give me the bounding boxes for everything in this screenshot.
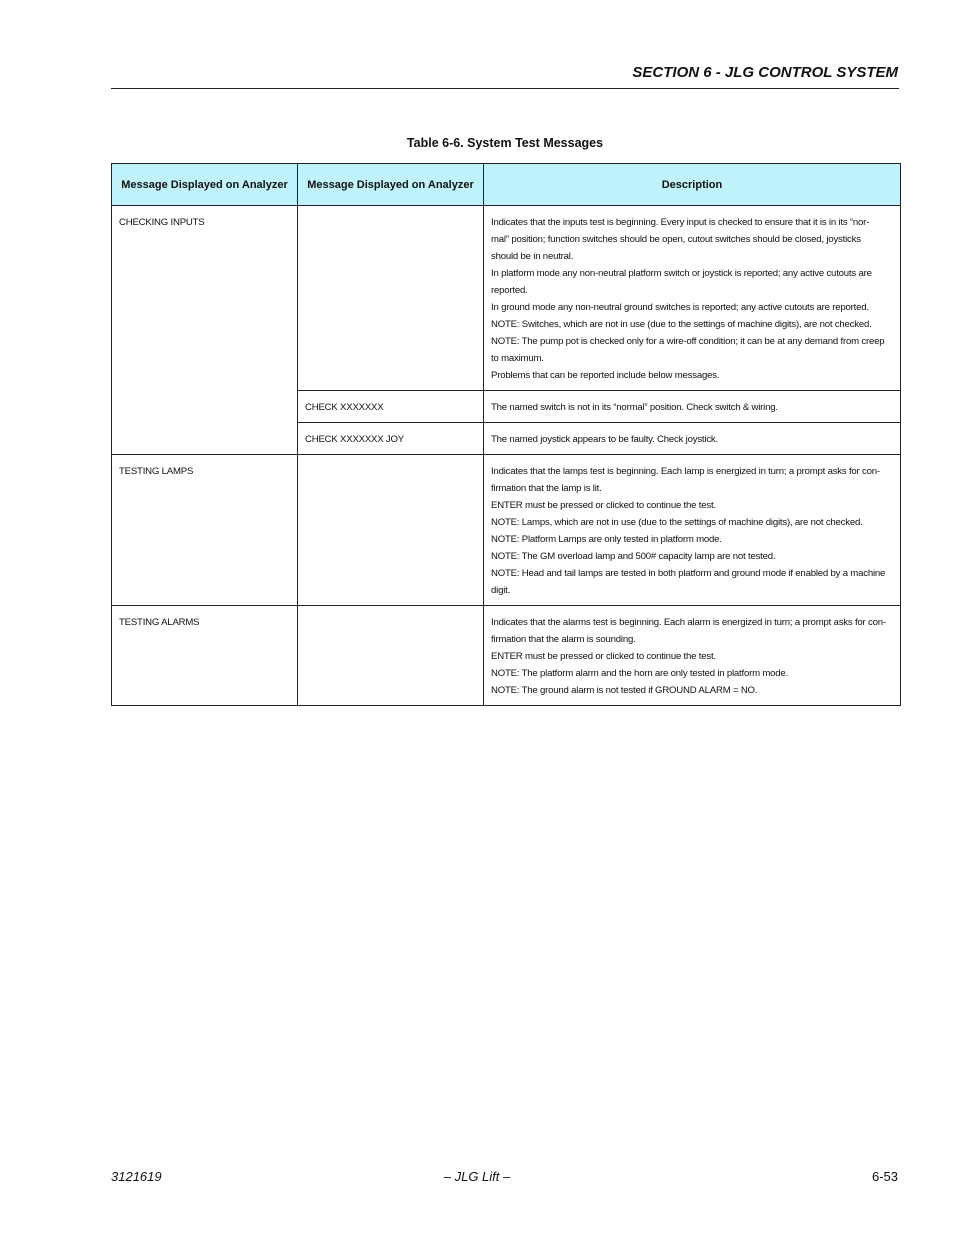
- message-cell: CHECKING INPUTS: [112, 206, 298, 455]
- sub-message-cell: [298, 455, 484, 606]
- message-cell: TESTING LAMPS: [112, 455, 298, 606]
- table-row: [112, 606, 901, 706]
- sub-message-cell: [298, 206, 484, 391]
- column-header: Message Displayed on Analyzer: [298, 164, 484, 206]
- description-line: should be in neutral.: [491, 251, 574, 262]
- description-line: NOTE: Platform Lamps are only tested in platform mode.: [491, 534, 722, 545]
- table-body: [112, 206, 901, 706]
- description-line: to maximum.: [491, 353, 544, 364]
- description-line: NOTE: The platform alarm and the horn are only tested in platform mode.: [491, 668, 789, 679]
- description-cell: [484, 423, 901, 455]
- description-cell: [484, 455, 901, 606]
- description-line: NOTE: The pump pot is checked only for a wire-off condition; it can be at any demand from creep: [491, 336, 885, 347]
- description-line: The named joystick appears to be faulty. Check joystick.: [491, 434, 718, 445]
- sub-message-cell: CHECK XXXXXXX: [298, 391, 484, 423]
- table-row: [112, 455, 901, 606]
- column-header: Description: [484, 164, 901, 206]
- description-line: NOTE: Lamps, which are not in use (due to the settings of machine digits), are not checked.: [491, 517, 863, 528]
- header-rule: [111, 88, 899, 89]
- sub-message-cell: CHECK XXXXXXX JOY: [298, 423, 484, 455]
- description-line: firmation that the lamp is lit.: [491, 483, 602, 494]
- description-line: NOTE: The GM overload lamp and 500# capacity lamp are not tested.: [491, 551, 776, 562]
- description-line: In platform mode any non-neutral platform switch or joystick is reported; any active cutouts are: [491, 268, 872, 279]
- description-line: In ground mode any non-neutral ground switches is reported; any active cutouts are reported.: [491, 302, 869, 313]
- footer-center-text: – JLG Lift –: [443, 1169, 511, 1184]
- description-line: Indicates that the lamps test is beginning. Each lamp is energized in turn; a prompt asks for con-: [491, 466, 880, 477]
- table-caption: Table 6-6. System Test Messages: [406, 136, 604, 150]
- doc-number: 3121619: [111, 1169, 162, 1184]
- description-cell: [484, 391, 901, 423]
- description-line: reported.: [491, 285, 528, 296]
- description-line: firmation that the alarm is sounding.: [491, 634, 636, 645]
- section-title: SECTION 6 - JLG CONTROL SYSTEM: [632, 64, 898, 81]
- table-header-row: [112, 164, 901, 206]
- description-cell: [484, 206, 901, 391]
- column-header: Message Displayed on Analyzer: [112, 164, 298, 206]
- description-line: NOTE: Switches, which are not in use (due to the settings of machine digits), are not checked.: [491, 319, 872, 330]
- page-number: 6-53: [871, 1169, 898, 1184]
- description-line: Problems that can be reported include below messages.: [491, 370, 720, 381]
- message-cell: TESTING ALARMS: [112, 606, 298, 706]
- description-cell: [484, 606, 901, 706]
- description-line: Indicates that the alarms test is beginning. Each alarm is energized in turn; a prompt asks for con-: [491, 617, 886, 628]
- description-line: The named switch is not in its “normal” position. Check switch & wiring.: [491, 402, 778, 413]
- description-line: NOTE: Head and tail lamps are tested in both platform and ground mode if enabled by a machine: [491, 568, 886, 579]
- description-line: Indicates that the inputs test is beginning. Every input is checked to ensure that it is in its “nor-: [491, 217, 870, 228]
- description-line: mal” position; function switches should be open, cutout switches should be closed, joysticks: [491, 234, 861, 245]
- description-line: NOTE: The ground alarm is not tested if GROUND ALARM = NO.: [491, 685, 758, 696]
- description-line: ENTER must be pressed or clicked to continue the test.: [491, 500, 716, 511]
- sub-message-cell: [298, 606, 484, 706]
- system-test-messages-table: [111, 163, 901, 706]
- table-row: [112, 206, 901, 391]
- description-line: digit.: [491, 585, 511, 596]
- description-line: ENTER must be pressed or clicked to continue the test.: [491, 651, 716, 662]
